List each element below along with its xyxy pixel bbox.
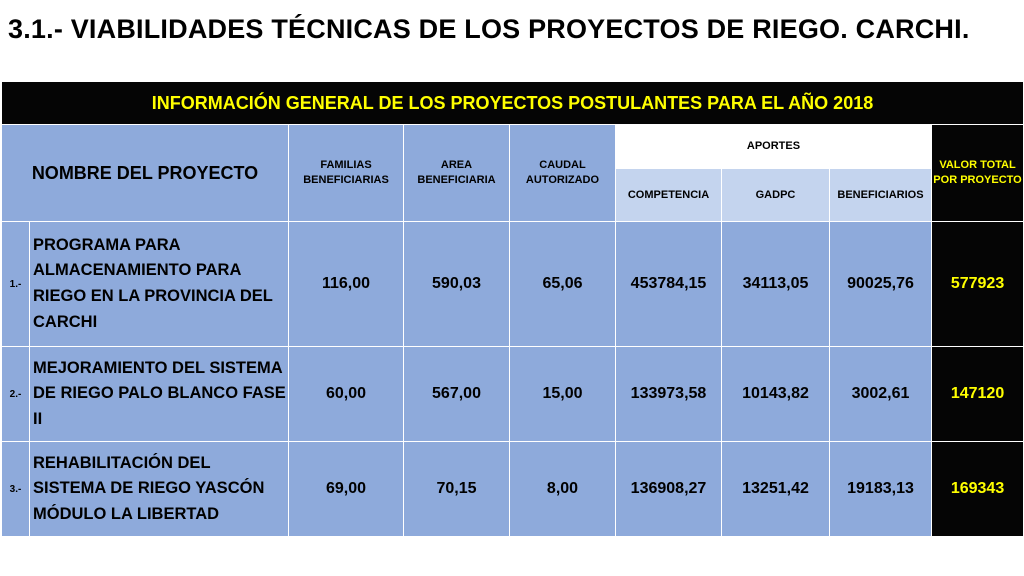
project-name: PROGRAMA PARA ALMACENAMIENTO PARA RIEGO EN LA PROVINCIA DEL CARCHI bbox=[30, 222, 289, 347]
total-value: 577923 bbox=[932, 222, 1024, 347]
gadpc-value: 10143,82 bbox=[722, 347, 830, 442]
header-beneficiarios: BENEFICIARIOS bbox=[830, 169, 932, 222]
table-caption-row bbox=[2, 82, 1024, 125]
header-familias: FAMILIAS BENEFICIARIAS bbox=[289, 125, 404, 222]
competencia-value: 453784,15 bbox=[616, 222, 722, 347]
area-value: 590,03 bbox=[404, 222, 510, 347]
row-number: 1.- bbox=[2, 222, 30, 347]
caudal-value: 15,00 bbox=[510, 347, 616, 442]
beneficiarios-value: 19183,13 bbox=[830, 442, 932, 537]
header-row bbox=[2, 125, 1024, 169]
page-title: 3.1.- VIABILIDADES TÉCNICAS DE LOS PROYECTOS DE RIEGO. CARCHI. bbox=[8, 14, 970, 44]
header-gadpc: GADPC bbox=[722, 169, 830, 222]
project-name: REHABILITACIÓN DEL SISTEMA DE RIEGO YASCÓN MÓDULO LA LIBERTAD bbox=[30, 442, 289, 537]
caudal-value: 65,06 bbox=[510, 222, 616, 347]
total-value: 147120 bbox=[932, 347, 1024, 442]
beneficiarios-value: 90025,76 bbox=[830, 222, 932, 347]
projects-table bbox=[1, 81, 1024, 537]
gadpc-value: 13251,42 bbox=[722, 442, 830, 537]
total-value: 169343 bbox=[932, 442, 1024, 537]
row-number: 2.- bbox=[2, 347, 30, 442]
competencia-value: 133973,58 bbox=[616, 347, 722, 442]
header-nombre: NOMBRE DEL PROYECTO bbox=[2, 125, 289, 222]
table-row bbox=[2, 442, 1024, 537]
header-area: AREA BENEFICIARIA bbox=[404, 125, 510, 222]
table-row bbox=[2, 347, 1024, 442]
caudal-value: 8,00 bbox=[510, 442, 616, 537]
row-number: 3.- bbox=[2, 442, 30, 537]
header-aportes: APORTES bbox=[616, 125, 932, 169]
header-caudal: CAUDAL AUTORIZADO bbox=[510, 125, 616, 222]
header-valor-total: VALOR TOTAL POR PROYECTO bbox=[932, 125, 1024, 222]
familias-value: 60,00 bbox=[289, 347, 404, 442]
familias-value: 69,00 bbox=[289, 442, 404, 537]
gadpc-value: 34113,05 bbox=[722, 222, 830, 347]
project-name: MEJORAMIENTO DEL SISTEMA DE RIEGO PALO BLANCO FASE II bbox=[30, 347, 289, 442]
beneficiarios-value: 3002,61 bbox=[830, 347, 932, 442]
competencia-value: 136908,27 bbox=[616, 442, 722, 537]
header-competencia: COMPETENCIA bbox=[616, 169, 722, 222]
familias-value: 116,00 bbox=[289, 222, 404, 347]
table-caption: INFORMACIÓN GENERAL DE LOS PROYECTOS POSTULANTES PARA EL AÑO 2018 bbox=[2, 82, 1024, 125]
area-value: 70,15 bbox=[404, 442, 510, 537]
area-value: 567,00 bbox=[404, 347, 510, 442]
table-row bbox=[2, 222, 1024, 347]
